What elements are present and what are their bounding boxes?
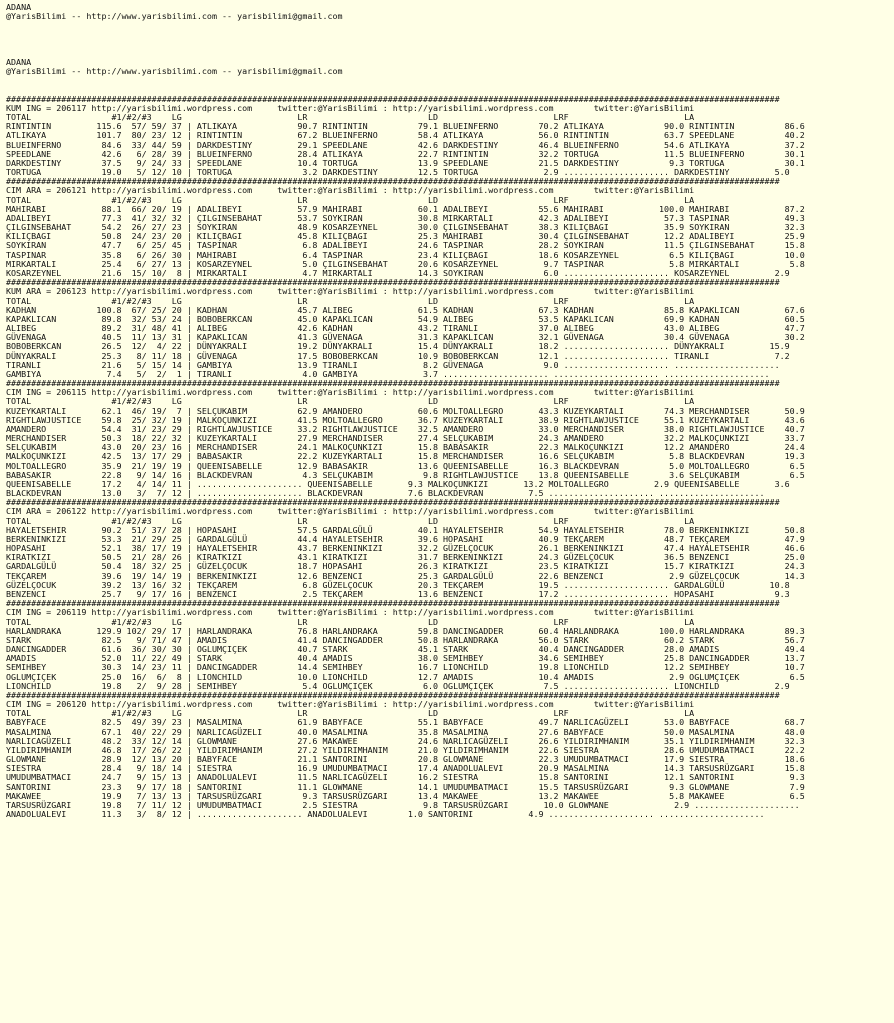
horse-row: MAHIRABI 88.1 66/ 20/ 19 | ADALIBEYI 57.9 MAHIRABI 60.1 ADALIBEYI 55.6 MAHIRABI 100.0 MAHIRABI 87.2 xyxy=(6,203,805,214)
horse-row: BOBOBERKCAN 26.5 12/ 4/ 22 | DÜNYAKRALI 19.2 DÜNYAKRALI 15.4 DÜNYAKRALI 18.2 ..................... DÜNYAKRALI 15.9 xyxy=(6,341,790,352)
horse-row: GAMBIYA 7.4 5/ 2/ 1 | TIRANLI 4.0 GAMBIYA 3.7 ..................... ..................... ..................... xyxy=(6,368,770,379)
horse-row: SELÇUKABIM 43.0 20/ 23/ 16 | MERCHANDISER 24.1 MALKOÇUNKIZI 15.8 BABASAKIR 22.3 MALKOÇUNKIZI 12.2 AMANDERO 24.4 xyxy=(6,442,805,453)
horse-row: MOLTOALLEGRO 35.9 21/ 19/ 19 | QUEENISABELLE 12.9 BABASAKIR 13.6 QUEENISABELLE 16.3 BLACKDEVRAN 5.0 MOLTOALLEGRO 6.5 xyxy=(6,460,805,471)
column-header: TOTAL #1/#2/#3 LG LR LD LRF LA xyxy=(6,194,695,205)
blank-line xyxy=(6,31,894,40)
horse-row: RINTINTIN 115.6 57/ 59/ 37 | ATLIKAYA 90.7 RINTINTIN 79.1 BLUEINFERNO 70.2 ATLIKAYA 90.0 RINTINTIN 86.6 xyxy=(6,121,805,132)
separator-line: ########################################################################################################################################################## xyxy=(6,497,780,508)
blank-line xyxy=(6,76,894,85)
horse-row: SANTORINI 23.3 9/ 17/ 18 | SANTORINI 11.1 GLOWMANE 14.1 UMUDUMBATMACI 15.5 TARSUSRÜZGARI 9.3 GLOWMANE 7.9 xyxy=(6,781,805,792)
site-header-line: @YarisBilimi -- http://www.yarisbilimi.com -- yarisbilimi@gmail.com xyxy=(6,11,343,22)
race-header: KUM ARA = 206123 http://yarisbilimi.wordpress.com twitter:@YarisBilimi : http://yarisbilimi.wordpress.com twitter:@YarisBilimi xyxy=(6,286,695,297)
horse-row: KIRATKIZI 50.5 21/ 28/ 26 | KIRATKIZI 43.1 KIRATKIZI 31.7 BERKENINKIZI 24.3 GÜZELÇOCUK 36.5 BENZENCI 25.0 xyxy=(6,552,805,563)
horse-row: GÜVENAGA 40.5 11/ 13/ 31 | KAPAKLICAN 41.3 GÜVENAGA 31.3 KAPAKLICAN 32.1 GÜVENAGA 30.4 GÜVENAGA 30.2 xyxy=(6,332,805,343)
horse-row: HAYALETSEHIR 90.2 51/ 37/ 28 | HOPASAHI 57.5 GARDALGÜLÜ 40.1 HAYALETSEHIR 54.9 HAYALETSEHIR 78.0 BERKENINKIZI 50.8 xyxy=(6,524,805,535)
horse-row: MASALMINA 67.1 40/ 22/ 29 | NARLICAGÜZELI 40.0 MASALMINA 35.8 MASALMINA 27.6 BABYFACE 50.0 MASALMINA 48.0 xyxy=(6,726,805,737)
horse-row: SIESTRA 28.4 9/ 18/ 14 | SIESTRA 16.9 UMUDUMBATMACI 17.4 ANADOLUALEVI 20.9 MASALMINA 14.3 TARSUSRÜZGARI 15.8 xyxy=(6,763,805,774)
horse-row: KOSARZEYNEL 21.6 15/ 10/ 8 | MIRKARTALI 4.7 MIRKARTALI 14.3 SOYKIRAN 6.0 ..................... KOSARZEYNEL 2.9 xyxy=(6,267,790,278)
column-header: TOTAL #1/#2/#3 LG LR LD LRF LA xyxy=(6,112,695,123)
horse-row: BABASAKIR 22.8 9/ 14/ 16 | BLACKDEVRAN 4.3 SELÇUKABIM 9.8 RIGHTLAWJUSTICE 13.8 QUEENISABELLE 3.6 SELÇUKABIM 6.5 xyxy=(6,469,805,480)
horse-row: STARK 82.5 9/ 71/ 47 | AMADIS 41.4 DANCINGADDER 50.8 HARLANDRAKA 56.0 STARK 60.2 STARK 56.7 xyxy=(6,634,805,645)
horse-row: LIONCHILD 19.8 2/ 9/ 28 | SEMIHBEY 5.4 OGLUMÇIÇEK 6.0 OGLUMÇIÇEK 7.5 ..................... LIONCHILD 2.9 xyxy=(6,680,790,691)
horse-row: BENZENCI 25.7 9/ 17/ 16 | BENZENCI 2.5 TEKÇAREM 13.6 BENZENCI 17.2 ..................... HOPASAHI 9.3 xyxy=(6,589,790,599)
race-header: CIM ING = 206120 http://yarisbilimi.wordpress.com twitter:@YarisBilimi : http://yarisbilimi.wordpress.com twitter:@YarisBilimi xyxy=(6,699,695,710)
horse-row: HARLANDRAKA 129.9 102/ 29/ 17 | HARLANDRAKA 76.8 HARLANDRAKA 59.8 DANCINGADDER 60.4 HARLANDRAKA 100.0 HARLANDRAKA 89.3 xyxy=(6,625,805,636)
horse-row: TASPINAR 35.8 6/ 26/ 30 | MAHIRABI 6.4 TASPINAR 23.4 KILIÇBAGI 18.6 KOSARZEYNEL 6.5 KILIÇBAGI 10.0 xyxy=(6,249,805,260)
horse-row: ALIBEG 89.2 31/ 48/ 41 | ALIBEG 42.6 KADHAN 43.2 TIRANLI 37.0 ALIBEG 43.0 ALIBEG 47.7 xyxy=(6,323,805,334)
horse-row: ATLIKAYA 101.7 80/ 23/ 12 | RINTINTIN 67.2 BLUEINFERNO 58.4 ATLIKAYA 56.0 RINTINTIN 63.7 SPEEDLANE 40.2 xyxy=(6,130,805,141)
separator-line: ########################################################################################################################################################## xyxy=(6,93,780,104)
horse-row: KUZEYKARTALI 62.1 46/ 19/ 7 | SELÇUKABIM 62.9 AMANDERO 60.6 MOLTOALLEGRO 43.3 KUZEYKARTALI 74.3 MERCHANDISER 50.9 xyxy=(6,405,805,416)
separator-line: ########################################################################################################################################################## xyxy=(6,277,780,288)
horse-row: ADALIBEYI 77.3 41/ 32/ 32 | ÇILGINSEBAHAT 53.7 SOYKIRAN 30.8 MIRKARTALI 42.3 ADALIBEYI 57.3 TASPINAR 49.3 xyxy=(6,212,805,223)
race-header: CIM ARA = 206122 http://yarisbilimi.wordpress.com twitter:@YarisBilimi : http://yarisbilimi.wordpress.com twitter:@YarisBilimi xyxy=(6,506,695,517)
horse-row: DÜNYAKRALI 25.3 8/ 11/ 18 | GÜVENAGA 17.5 BOBOBERKCAN 10.9 BOBOBERKCAN 12.1 ..................... TIRANLI 7.2 xyxy=(6,350,790,361)
column-header: TOTAL #1/#2/#3 LG LR LD LRF LA xyxy=(6,708,695,719)
horse-row: BABYFACE 82.5 49/ 39/ 23 | MASALMINA 61.9 BABYFACE 55.1 BABYFACE 49.7 NARLICAGÜZELI 53.0 BABYFACE 68.7 xyxy=(6,717,805,728)
column-header: TOTAL #1/#2/#3 LG LR LD LRF LA xyxy=(6,295,695,306)
horse-row: TIRANLI 21.6 5/ 15/ 14 | GAMBIYA 13.9 TIRANLI 8.2 GÜVENAGA 9.0 ..................... ..................... xyxy=(6,359,780,370)
horse-row: TARSUSRÜZGARI 19.8 7/ 11/ 12 | UMUDUMBATMACI 2.5 SIESTRA 9.8 TARSUSRÜZGARI 10.0 GLOWMANE 2.9 ..................... xyxy=(6,799,800,810)
horse-row: ÇILGINSEBAHAT 54.2 26/ 27/ 23 | SOYKIRAN 48.9 KOSARZEYNEL 30.0 ÇILGINSEBAHAT 38.3 KILIÇBAGI 35.9 SOYKIRAN 32.3 xyxy=(6,222,805,233)
horse-row: BLACKDEVRAN 13.0 3/ 7/ 12 | ..................... BLACKDEVRAN 7.6 BLACKDEVRAN 7.5 ..................... ..................... xyxy=(6,488,765,499)
race-header: CIM ING = 206115 http://yarisbilimi.wordpress.com twitter:@YarisBilimi : http://yarisbilimi.wordpress.com twitter:@YarisBilimi xyxy=(6,387,695,398)
column-header: TOTAL #1/#2/#3 LG LR LD LRF LA xyxy=(6,515,695,526)
horse-row: GÜZELÇOCUK 39.2 13/ 16/ 32 | TEKÇAREM 6.8 GÜZELÇOCUK 20.3 TEKÇAREM 19.5 ..................... GARDALGÜLÜ 10.8 xyxy=(6,579,790,590)
horse-row: QUEENISABELLE 17.2 4/ 14/ 11 | ..................... QUEENISABELLE 9.3 MALKOÇUNKIZI 13.2 MOLTOALLEGRO 2.9 QUEENISABELLE 3.6 xyxy=(6,478,790,489)
horse-row: SPEEDLANE 42.6 6/ 28/ 39 | BLUEINFERNO 28.4 ATLIKAYA 22.7 RINTINTIN 32.2 TORTUGA 11.5 BLUEINFERNO 30.1 xyxy=(6,148,805,159)
horse-row: MALKOÇUNKIZI 42.5 13/ 17/ 29 | BABASAKIR 22.2 KUZEYKARTALI 15.8 MERCHANDISER 16.6 SELÇUKABIM 5.8 BLACKDEVRAN 19.3 xyxy=(6,451,805,462)
horse-row: NARLICAGÜZELI 48.2 33/ 12/ 14 | GLOWMANE 27.6 MAKAWEE 24.6 NARLICAGÜZELI 26.6 YILDIRIMHANIM 35.1 YILDIRIMHANIM 32.3 xyxy=(6,735,805,746)
horse-row: TORTUGA 19.0 5/ 12/ 10 | TORTUGA 3.2 DARKDESTINY 12.5 TORTUGA 2.9 ..................... DARKDESTINY 5.0 xyxy=(6,167,790,178)
site-header-line: @YarisBilimi -- http://www.yarisbilimi.com -- yarisbilimi@gmail.com xyxy=(6,66,343,77)
horse-row: SOYKIRAN 47.7 6/ 25/ 45 | TASPINAR 6.8 ADALIBEYI 24.6 TASPINAR 28.2 SOYKIRAN 11.5 ÇILGINSEBAHAT 15.8 xyxy=(6,240,805,251)
horse-row: UMUDUMBATMACI 24.7 9/ 15/ 13 | ANADOLUALEVI 11.5 NARLICAGÜZELI 16.2 SIESTRA 15.8 SANTORINI 12.1 SANTORINI 9.3 xyxy=(6,772,805,783)
horse-row: GLOWMANE 28.9 12/ 13/ 20 | BABYFACE 21.1 SANTORINI 20.8 GLOWMANE 22.3 UMUDUMBATMACI 17.9 SIESTRA 18.6 xyxy=(6,754,805,765)
horse-row: ANADOLUALEVI 11.3 3/ 8/ 12 | ..................... ANADOLUALEVI 1.0 SANTORINI 4.9 ..................... ..................... xyxy=(6,809,765,820)
horse-row: DANCINGADDER 61.6 36/ 30/ 30 | OGLUMÇIÇEK 40.7 STARK 45.1 STARK 40.4 DANCINGADDER 28.0 AMADIS 49.4 xyxy=(6,644,805,655)
horse-row: TEKÇAREM 39.6 19/ 14/ 19 | BERKENINKIZI 12.6 BENZENCI 25.3 GARDALGÜLÜ 22.6 BENZENCI 2.9 GÜZELÇOCUK 14.3 xyxy=(6,570,805,581)
horse-row: KAPAKLICAN 89.8 32/ 53/ 24 | BOBOBERKCAN 45.0 KAPAKLICAN 54.9 ALIBEG 53.5 KAPAKLICAN 69.9 KADHAN 60.5 xyxy=(6,313,805,324)
separator-line: ########################################################################################################################################################## xyxy=(6,176,780,187)
race-header: KUM ING = 206117 http://yarisbilimi.wordpress.com twitter:@YarisBilimi : http://yarisbilimi.wordpress.com twitter:@YarisBilimi xyxy=(6,102,695,113)
horse-row: BLUEINFERNO 84.6 33/ 44/ 59 | DARKDESTINY 29.1 SPEEDLANE 42.6 DARKDESTINY 46.4 BLUEINFERNO 54.6 ATLIKAYA 37.2 xyxy=(6,139,805,150)
horse-row: MERCHANDISER 50.3 18/ 22/ 32 | KUZEYKARTALI 27.9 MERCHANDISER 27.4 SELÇUKABIM 24.3 AMANDERO 32.2 MALKOÇUNKIZI 33.7 xyxy=(6,433,805,444)
horse-row: BERKENINKIZI 53.3 21/ 29/ 25 | GARDALGÜLÜ 44.4 HAYALETSEHIR 39.6 HOPASAHI 40.9 TEKÇAREM 48.7 TEKÇAREM 47.9 xyxy=(6,533,805,544)
horse-row: HOPASAHI 52.1 38/ 17/ 19 | HAYALETSEHIR 43.7 BERKENINKIZI 32.2 GÜZELÇOCUK 26.1 BERKENINKIZI 47.4 HAYALETSEHIR 46.6 xyxy=(6,543,805,554)
horse-row: GARDALGÜLÜ 50.4 18/ 32/ 25 | GÜZELÇOCUK 18.7 HOPASAHI 26.3 KIRATKIZI 23.5 KIRATKIZI 15.7 KIRATKIZI 24.3 xyxy=(6,561,805,572)
horse-row: RIGHTLAWJUSTICE 59.8 25/ 32/ 19 | MALKOÇUNKIZI 41.5 MOLTOALLEGRO 36.7 KUZEYKARTALI 38.9 RIGHTLAWJUSTICE 55.1 KUZEYKARTALI 43.6 xyxy=(6,414,805,425)
site-header-line: ADANA xyxy=(6,57,32,68)
race-header: CIM ARA = 206121 http://yarisbilimi.wordpress.com twitter:@YarisBilimi : http://yarisbilimi.wordpress.com twitter:@YarisBilimi xyxy=(6,185,695,196)
horse-row: OGLUMÇIÇEK 25.0 16/ 6/ 8 | LIONCHILD 10.0 LIONCHILD 12.7 AMADIS 10.4 AMADIS 2.9 OGLUMÇIÇEK 6.5 xyxy=(6,671,805,682)
column-header: TOTAL #1/#2/#3 LG LR LD LRF LA xyxy=(6,396,695,407)
blank-line xyxy=(6,49,894,58)
column-header: TOTAL #1/#2/#3 LG LR LD LRF LA xyxy=(6,616,695,627)
blank-line xyxy=(6,40,894,49)
horse-row: MAKAWEE 19.9 7/ 13/ 13 | TARSUSRÜZGARI 9.3 TARSUSRÜZGARI 13.4 MAKAWEE 13.2 MAKAWEE 5.8 MAKAWEE 6.5 xyxy=(6,790,805,801)
race-header: CIM ING = 206119 http://yarisbilimi.wordpress.com twitter:@YarisBilimi : http://yarisbilimi.wordpress.com twitter:@YarisBilimi xyxy=(6,607,695,618)
horse-row: KILIÇBAGI 50.8 24/ 23/ 20 | KILIÇBAGI 45.8 KILIÇBAGI 25.3 MAHIRABI 30.4 ÇILGINSEBAHAT 12.2 ADALIBEYI 25.9 xyxy=(6,231,805,242)
horse-row: AMANDERO 54.4 31/ 23/ 29 | RIGHTLAWJUSTICE 33.2 RIGHTLAWJUSTICE 32.5 AMANDERO 33.0 MERCHANDISER 38.0 RIGHTLAWJUSTICE 40.7 xyxy=(6,423,805,434)
separator-line: ########################################################################################################################################################## xyxy=(6,598,780,609)
horse-row: KADHAN 100.8 67/ 25/ 20 | KADHAN 45.7 ALIBEG 61.5 KADHAN 67.3 KADHAN 85.8 KAPAKLICAN 67.6 xyxy=(6,304,805,315)
horse-row: AMADIS 52.0 11/ 22/ 49 | STARK 40.4 AMADIS 38.0 SEMIHBEY 34.6 SEMIHBEY 25.8 DANCINGADDER 13.7 xyxy=(6,653,805,664)
separator-line: ########################################################################################################################################################## xyxy=(6,378,780,389)
horse-row: DARKDESTINY 37.5 9/ 24/ 33 | SPEEDLANE 10.4 TORTUGA 13.9 SPEEDLANE 21.5 DARKDESTINY 9.3 TORTUGA 30.1 xyxy=(6,157,805,168)
blank-line xyxy=(6,21,894,30)
horse-row: YILDIRIMHANIM 46.8 17/ 26/ 22 | YILDIRIMHANIM 27.2 YILDIRIMHANIM 21.0 YILDIRIMHANIM 22.6 SIESTRA 28.6 UMUDUMBATMACI 22.2 xyxy=(6,744,805,755)
site-header-line: ADANA xyxy=(6,2,32,12)
horse-row: SEMIHBEY 30.3 14/ 23/ 11 | DANCINGADDER 14.4 SEMIHBEY 16.7 LIONCHILD 19.8 LIONCHILD 12.2 SEMIHBEY 10.7 xyxy=(6,662,805,673)
separator-line: ########################################################################################################################################################## xyxy=(6,689,780,700)
horse-row: MIRKARTALI 25.4 6/ 27/ 13 | KOSARZEYNEL 5.0 ÇILGINSEBAHAT 20.6 KOSARZEYNEL 9.7 TASPINAR 5.8 MIRKARTALI 5.8 xyxy=(6,258,805,269)
